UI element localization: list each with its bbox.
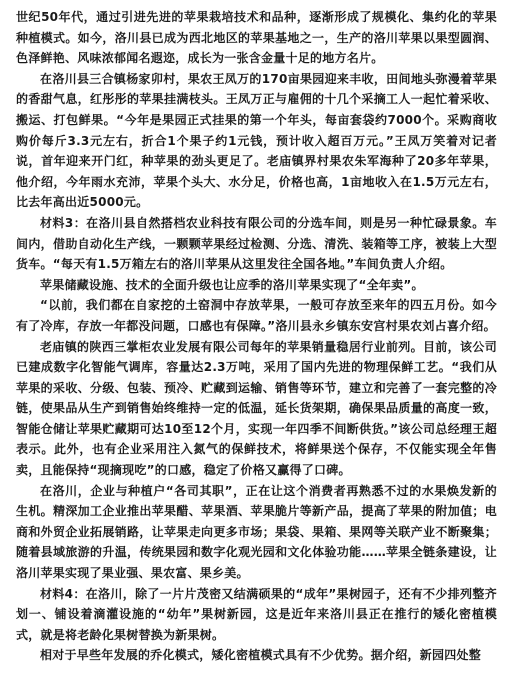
paragraph-6-text: 老庙镇的陕西三掌柜农业发展有限公司每年的苹果销量稳居行业前列。目前，该公司已建成数字化智能气调库，容量达2.3万吨，采用了国内先进的物理保鲜工艺。“我们从苹果的采收、分级、包装、预冷、贮藏到运输、销售等环节，建立和完善了一套完整的冷链，使果品从生产到销售始终维持一定的低温，延长货架期，确保果品质量的高度一致，智能仓储让苹果贮藏期可达10至12个月，实现一年四季不间断供货。”该公司总经理王超表示。此外，也有企业采用注入氮气的保鲜技术，将鲜果送个保存，不仅能实现全年售卖，且能保持“现摘现吃”的口感，稳定了价格又赢得了口碑。 [16,339,497,478]
paragraph-5 [16,295,497,336]
paragraph-6 [16,337,497,481]
paragraph-2 [16,69,497,213]
paragraph-2-text: 在洛川县三合镇杨家卯村，果农王凤万的170亩果园迎来丰收，田间地头弥漫着苹果的香甜气息，红彤彤的苹果挂满枝头。王凤万正与雇佣的十几个采摘工人一起忙着采收、搬运、打包鲜果。“今年是果园正式挂果的第一个年头，每亩套袋约7000个。采购商收购价每斤3.3元左右，折合1个果子约1元钱，预计收入超百万元。”王凤万笑着对记者说，首年迎来开门红，种苹果的劲头更足了。老庙镇界村果农朱军海种了20多年苹果，他介绍，今年雨水充沛，苹果个头大、水分足，价格也高，1亩地收入在1.5万元左右，比去年高出近5000元。 [16,71,497,210]
paragraph-8-text: 在洛川，除了一片片茂密又结满硕果的“成年”果树园子，还有不少排列整齐划一、铺设着滴灌设施的“幼年”果树新园，这是近年来洛川县正在推行的矮化密植模式，就是将老龄化果树替换为新果树。 [16,586,497,642]
paragraph-9-text: 相对于早些年发展的乔化模式，矮化密植模式具有不少优势。据介绍，新园四处整 [40,648,482,663]
material-4-label: 材料4： [40,586,86,601]
paragraph-9 [16,645,497,666]
material-3-label: 材料3： [40,215,87,230]
paragraph-7 [16,481,497,584]
paragraph-4 [16,275,497,296]
paragraph-3-text: 在洛川县自然搭档农业科技有限公司的分选车间，则是另一种忙碌景象。车间内，借助自动化生产线，一颗颗苹果经过检测、分选、清洗、装箱等工序，被装上大型货车。“每天有1.5万箱左右的洛川苹果从这里发往全国各地。”车间负责人介绍。 [16,215,497,272]
paragraph-3 [16,213,497,275]
paragraph-7-text: 在洛川，企业与种植户“各司其职”，正在让这个消费者再熟悉不过的水果焕发新的生机。精深加工企业推出苹果醋、苹果酒、苹果脆片等新产品，提高了苹果的附加值；电商和外贸企业拓展销路，让苹果走向更多市场；果袋、果箱、果网等关联产业不断聚集；随着县域旅游的升温，传统果园和数字化观光园和文化体验功能……苹果全链条建设，让洛川苹果实现了果业强、果农富、果乡美。 [16,483,497,581]
paragraph-1 [16,7,497,69]
paragraph-1-text: 世纪50年代，通过引进先进的苹果栽培技术和品种，逐渐形成了规模化、集约化的苹果种植模式。如今，洛川县已成为西北地区的苹果基地之一，生产的洛川苹果以果型圆润、色泽鲜艳、风味浓郁闻名遐迩，成长为一张含金量十足的地方名片。 [16,10,497,66]
paragraph-4-text: 苹果储藏设施、技术的全面升级也让应季的洛川苹果实现了“全年卖”。 [40,277,424,292]
paragraph-5-text: “以前，我们都在自家挖的土窑洞中存放苹果，一般可存放至来年的四五月份。如今有了冷库，存放一年都没问题，口感也有保障。”洛川县永乡镇东安宫村果农刘占喜介绍。 [16,298,497,333]
paragraph-8 [16,584,497,646]
